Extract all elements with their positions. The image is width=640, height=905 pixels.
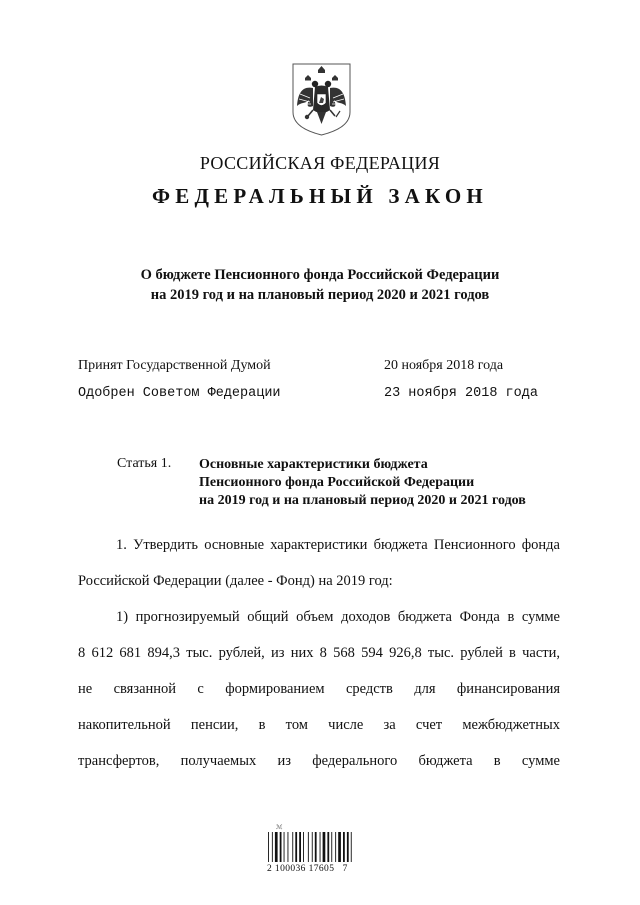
council-approval-date: 23 ноября 2018 года xyxy=(384,386,538,401)
law-title-line: на 2019 год и на плановый период 2020 и 2021 годов xyxy=(150,287,490,303)
law-title xyxy=(0,265,640,305)
barcode-number: 2 100036 17605 7 xyxy=(267,864,348,874)
article-number: Статья 1. xyxy=(117,456,172,471)
law-type-heading: ФЕДЕРАЛЬНЫЙ ЗАКОН xyxy=(152,184,488,208)
article-title-line: Основные характеристики бюджета xyxy=(199,457,428,472)
body-line: накопительной пенсии, в том числе за счет межбюджетных xyxy=(78,717,560,733)
body-line: трансфертов, получаемых из федерального бюджета в сумме xyxy=(78,753,560,769)
article-title-line: на 2019 год и на плановый период 2020 и 2021 годов xyxy=(199,493,526,508)
coat-of-arms-emblem-icon xyxy=(291,62,352,137)
article-title xyxy=(199,456,526,510)
country-heading: РОССИЙСКАЯ ФЕДЕРАЦИЯ xyxy=(199,153,441,173)
duma-adoption-date: 20 ноября 2018 года xyxy=(384,358,504,373)
barcode-bars xyxy=(268,832,352,862)
article-body xyxy=(78,527,560,779)
council-approval-label: Одобрен Советом Федерации xyxy=(78,386,281,401)
body-line: 8 612 681 894,3 тыс. рублей, из них 8 568 594 926,8 тыс. рублей в части, xyxy=(78,645,560,661)
body-line: 1. Утвердить основные характеристики бюджета Пенсионного фонда xyxy=(116,537,560,553)
article-title-line: Пенсионного фонда Российской Федерации xyxy=(199,475,475,490)
duma-adoption-label: Принят Государственной Думой xyxy=(78,358,271,373)
body-line: Российской Федерации (далее - Фонд) на 2019 год: xyxy=(78,573,393,589)
body-line: не связанной с формированием средств для финансирования xyxy=(78,681,560,697)
body-line: 1) прогнозируемый общий объем доходов бюджета Фонда в сумме xyxy=(116,609,560,625)
law-title-line: О бюджете Пенсионного фонда Российской Федерации xyxy=(140,267,500,283)
svg-text:ℳ: ℳ xyxy=(276,825,283,831)
